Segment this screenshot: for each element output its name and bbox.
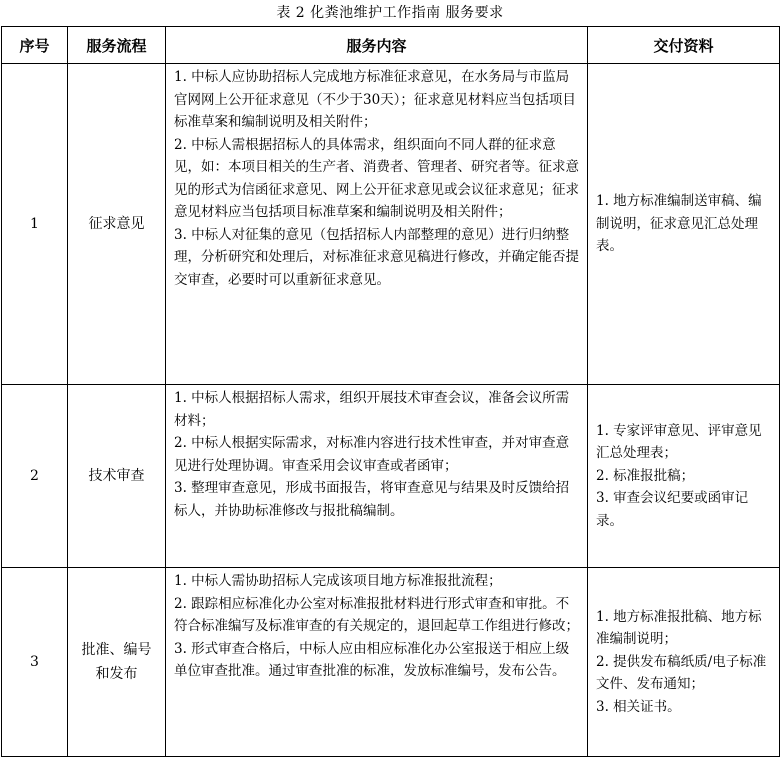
row-number: 3 <box>2 568 68 757</box>
table-caption: 表 2 化粪池维护工作指南 服务要求 <box>276 5 504 21</box>
table-row <box>2 64 780 385</box>
deliverable-item: 3. 审查会议纪要或函审记录。 <box>596 490 749 529</box>
deliverables <box>588 385 780 568</box>
deliverables <box>588 568 780 757</box>
content-item: 3. 中标人对征集的意见（包括招标人内部整理的意见）进行归纳整理，分析研究和处理后，对标准征求意见稿进行修改，并确定能否提交审查，必要时可以重新征求意见。 <box>174 226 579 288</box>
deliverable-item: 1. 地方标准编制送审稿、编制说明，征求意见汇总处理表。 <box>596 193 762 255</box>
content-item: 2. 跟踪相应标准化办公室对标准报批材料进行形式审查和审批。不符合标准编写及标准审查的有关规定的，退回起草工作组进行修改； <box>174 595 579 634</box>
row-number: 2 <box>2 385 68 568</box>
content-item: 2. 中标人需根据招标人的具体需求，组织面向不同人群的征求意见，如：本项目相关的生产者、消费者、管理者、研究者等。征求意见的形式为信函征求意见、网上公开征求意见或会议征求意见；征求意见材料应当包括项目标准草案和编制说明及相关附件； <box>174 136 579 220</box>
header-step: 服务流程 <box>68 27 166 64</box>
service-content <box>166 385 588 568</box>
service-content <box>166 568 588 757</box>
deliverable-item: 3. 相关证书。 <box>596 698 681 715</box>
service-step: 技术审查 <box>68 385 166 568</box>
content-item: 3. 形式审查合格后，中标人应由相应标准化办公室报送于相应上级单位审查批准。通过审查批准的标准，发放标准编号，发布公告。 <box>174 640 570 679</box>
service-step: 征求意见 <box>68 64 166 385</box>
service-step: 批准、编号和发布 <box>68 568 166 757</box>
service-requirements-table <box>1 26 780 757</box>
deliverable-item: 2. 标准报批稿； <box>596 467 695 484</box>
deliverable-item: 1. 专家评审意见、评审意见汇总处理表； <box>596 422 762 462</box>
row-number: 1 <box>2 64 68 385</box>
service-content <box>166 64 588 385</box>
header-row <box>2 27 780 64</box>
content-item: 2. 中标人根据实际需求，对标准内容进行技术性审查，并对审查意见进行处理协调。审查采用会议审查或者函审； <box>174 435 570 474</box>
content-item: 1. 中标人需协助招标人完成该项目地方标准报批流程； <box>174 573 502 589</box>
deliverables <box>588 64 780 385</box>
table-row <box>2 385 780 568</box>
deliverable-item: 2. 提供发布稿纸质/电子标准文件、发布通知； <box>596 653 767 693</box>
content-item: 1. 中标人应协助招标人完成地方标准征求意见，在水务局与市监局官网网上公开征求意见（不少于30天）；征求意见材料应当包括项目标准草案和编制说明及相关附件； <box>174 69 576 130</box>
table-row <box>2 568 780 757</box>
header-no: 序号 <box>2 27 68 64</box>
header-deliverables: 交付资料 <box>588 27 780 64</box>
header-content: 服务内容 <box>166 27 588 64</box>
deliverable-item: 1. 地方标准报批稿、地方标准编制说明； <box>596 608 762 648</box>
content-item: 3. 整理审查意见，形成书面报告，将审查意见与结果及时反馈给招标人，并协助标准修改与报批稿编制。 <box>174 480 570 519</box>
content-item: 1. 中标人根据招标人需求，组织开展技术审查会议，准备会议所需材料； <box>174 390 570 429</box>
